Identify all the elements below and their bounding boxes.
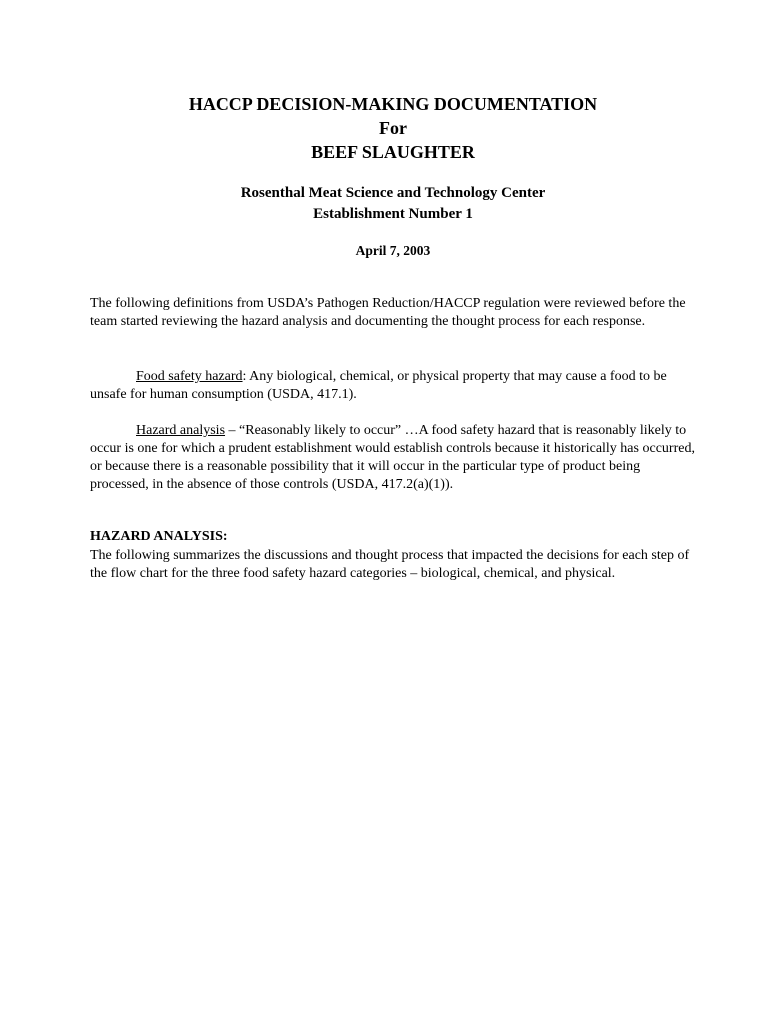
- title-line-2: For: [379, 118, 407, 138]
- document-date: April 7, 2003: [355, 243, 431, 258]
- definition-food-safety-hazard: [90, 368, 696, 404]
- organization-block: [90, 183, 696, 225]
- definition-text: : Any biological, chemical, or physical property that may cause a food to be unsafe for human consumption (USDA, 417.1).: [90, 369, 667, 402]
- title-line-1: HACCP DECISION-MAKING DOCUMENTATION: [188, 94, 598, 114]
- intro-paragraph: The following definitions from USDA’s Pathogen Reduction/HACCP regulation were reviewed before the team started reviewing the hazard analysis and documenting the thought process for each response.: [90, 296, 686, 329]
- organization-name: Rosenthal Meat Science and Technology Center: [240, 185, 546, 201]
- document-title: [90, 92, 696, 164]
- definition-text: – “Reasonably likely to occur” …A food safety hazard that is reasonably likely to occur is one for which a prudent establishment would establish controls because it historically has occurred, or because there is a reasonable possibility that it will occur in the particular type of product being processed, in the absence of those controls (USDA, 417.2(a)(1)).: [90, 423, 695, 492]
- definition-term: Hazard analysis: [136, 423, 226, 438]
- definition-hazard-analysis: [90, 422, 696, 494]
- title-line-3: BEEF SLAUGHTER: [311, 142, 475, 162]
- section-heading: HAZARD ANALYSIS:: [90, 529, 228, 544]
- section-paragraph: The following summarizes the discussions and thought process that impacted the decisions for each step of the flow chart for the three food safety hazard categories – biological, chemical, and physical.: [90, 548, 690, 581]
- definition-term: Food safety hazard: [136, 369, 243, 384]
- establishment-number: Establishment Number 1: [313, 206, 473, 222]
